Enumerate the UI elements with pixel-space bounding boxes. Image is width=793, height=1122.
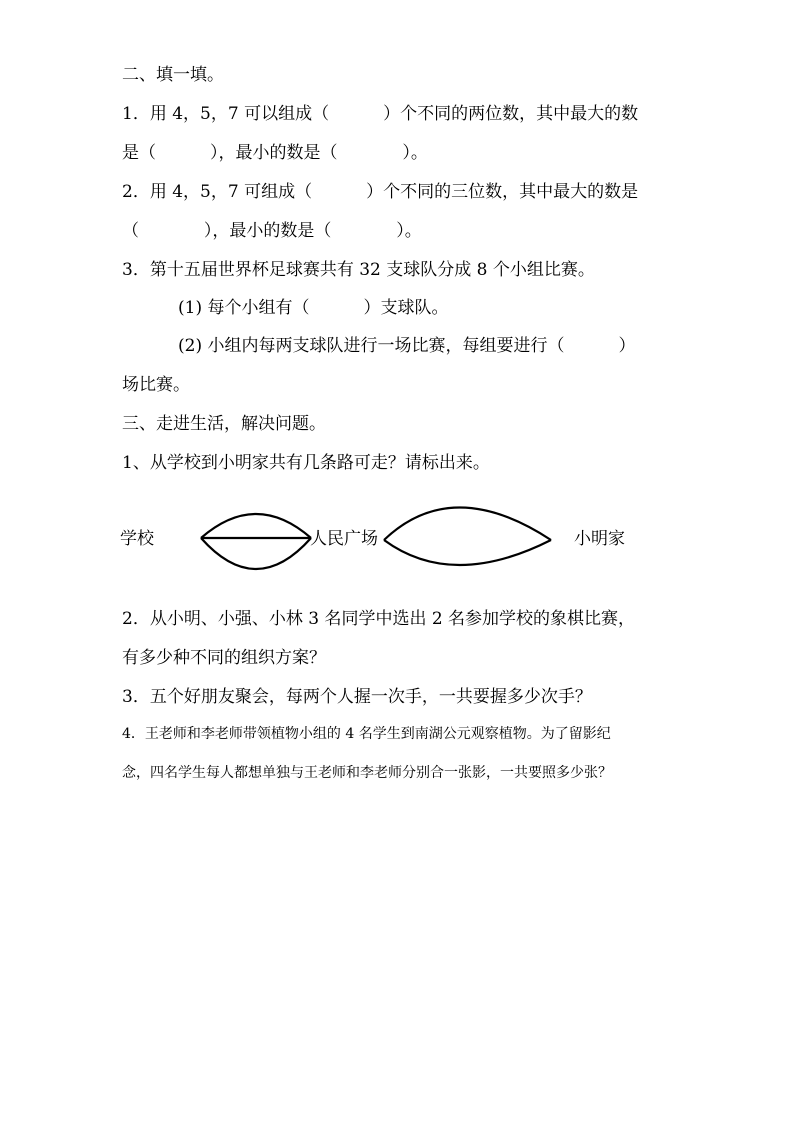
question-2-3-sub-2-continuation: 场比赛。 — [122, 375, 190, 395]
section-3-heading: 三、走进生活，解决问题。 — [122, 414, 326, 434]
question-3-1-text: 1、从学校到小明家共有几条路可走？请标出来。 — [122, 453, 490, 473]
place-school: 学校 — [120, 529, 154, 549]
question-2-1-line-2: 是（ ），最小的数是（ ）。 — [122, 143, 428, 163]
place-xiaoming-home: 小明家 — [574, 529, 625, 549]
question-3-2-line-2: 有多少种不同的组织方案？ — [122, 648, 326, 668]
route-school-square-lower — [201, 538, 311, 569]
route-square-home-lower — [384, 540, 551, 565]
route-square-home-upper — [384, 508, 551, 541]
question-3-4-line-1: 4．王老师和李老师带领植物小组的 4 名学生到南湖公元观察植物。为了留影纪 — [122, 726, 611, 742]
question-2-3-sub-2: (2) 小组内每两支球队进行一场比赛，每组要进行（ ） — [178, 336, 636, 356]
question-2-3-line-1: 3．第十五届世界杯足球赛共有 32 支球队分成 8 个小组比赛。 — [122, 260, 595, 280]
question-3-3-text: 3．五个好朋友聚会，每两个人握一次手，一共要握多少次手？ — [122, 687, 592, 707]
question-2-1-line-1: 1．用 4，5，7 可以组成（ ）个不同的两位数，其中最大的数 — [122, 104, 639, 124]
place-peoples-square: 人民广场 — [310, 529, 378, 549]
question-2-2-line-2: （ ），最小的数是（ ）。 — [122, 221, 422, 241]
question-3-4-line-2: 念，四名学生每人都想单独与王老师和李老师分别合一张影，一共要照多少张？ — [122, 765, 612, 781]
question-2-2-line-1: 2．用 4，5，7 可组成（ ）个不同的三位数，其中最大的数是 — [122, 182, 639, 202]
question-3-2-line-1: 2．从小明、小强、小林 3 名同学中选出 2 名参加学校的象棋比赛， — [122, 609, 636, 629]
question-2-3-sub-1: (1) 每个小组有（ ）支球队。 — [178, 298, 449, 318]
section-2-heading: 二、填一填。 — [122, 65, 224, 85]
route-school-square-upper — [201, 514, 311, 538]
